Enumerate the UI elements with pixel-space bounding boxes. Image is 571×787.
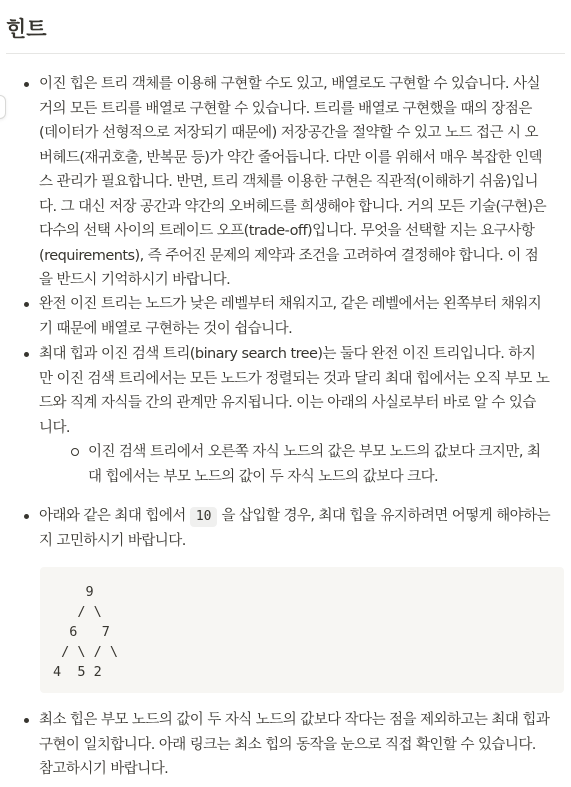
scroll-edge-handle[interactable]: [0, 95, 6, 119]
list-item-text: 최소 힙은 부모 노드의 값이 두 자식 노드의 값보다 작다는 점을 제외하고는 최대 힙과 구현이 일치합니다. 아래 링크는 최소 힙의 동작을 눈으로 직접 확인할 수 있습니다. 참고하시기 바랍니다.: [39, 712, 550, 777]
bullet-dot-icon: [24, 718, 29, 723]
list-item: [16, 292, 566, 342]
list-item: [16, 504, 566, 554]
list-item: [16, 708, 566, 784]
list-item: [16, 72, 566, 294]
bullet-dot-icon: [24, 514, 29, 519]
sub-list-item: [71, 440, 566, 490]
list-item-text: 아래와 같은 최대 힙에서 10 을 삽입할 경우, 최대 힙을 유지하려면 어떻게 해야하는 지 고민하시기 바랍니다.: [39, 508, 551, 549]
list-item-text: 완전 이진 트리는 노드가 낮은 레벨부터 채워지고, 같은 레벨에서는 왼쪽부터 채워지 기 때문에 배열로 구현하는 것이 쉽습니다.: [39, 296, 542, 337]
heading-divider: [6, 53, 565, 54]
sub-list-item-text: 이진 검색 트리에서 오른쪽 자식 노드의 값은 부모 노드의 값보다 크지만, 최 대 힙에서는 부모 노드의 값이 두 자식 노드의 값보다 크다.: [88, 444, 541, 485]
code-block[interactable]: [40, 567, 564, 693]
list-item: [16, 342, 566, 442]
list-item-text: 최대 힙과 이진 검색 트리(binary search tree)는 둘다 완전 이진 트리입니다. 하지 만 이진 검색 트리에서는 모든 노드가 정렬되는 것과 달리 최대 힙에서는 오직 부모 노 드와 직계 자식들 간의 관계만 유지됩니다. 이는 아래의 사실로부터 바로 알 수 있습 니다.: [39, 346, 550, 436]
list-item-text: 이진 힙은 트리 객체를 이용해 구현할 수도 있고, 배열로도 구현할 수 있습니다. 사실 거의 모든 트리를 배열로 구현할 수 있습니다. 트리를 배열로 구현했을 때의 장점은 (데이터가 선형적으로 저장되기 때문에) 저장공간을 절약할 수 있고 노드 접근 시 오 버헤드(재귀호출, 반복문 등)가 약간 줄어듭니다. 다만 이를 위해서 매우 복잡한 인덱 스 관리가 필요합니다. 반면, 트리 객체를 이용한 구현은 직관적(이해하기 쉬움)입니 다. 그 대신 저장 공간과 약간의 오버헤드를 희생해야 합니다. 거의 모든 기술(구현)은 다수의 선택 사이의 트레이드 오프(trade-off)입니다. 무엇을 선택할 지는 요구사항 (requirements), 즉 주어진 문제의 제약과 조건을 고려하여 결정해야 합니다. 이 점 을 반드시 기억하시기 바랍니다.: [39, 76, 547, 288]
bullet-dot-icon: [24, 352, 29, 357]
page-title: 힌트: [6, 17, 47, 41]
inline-code: 10: [190, 507, 218, 527]
bullet-dot-icon: [24, 82, 29, 87]
bullet-circle-icon: [71, 448, 79, 456]
code-block-content: 9 / \ 6 7 / \ / \ 4 5 2: [53, 584, 119, 680]
bullet-dot-icon: [24, 302, 29, 307]
